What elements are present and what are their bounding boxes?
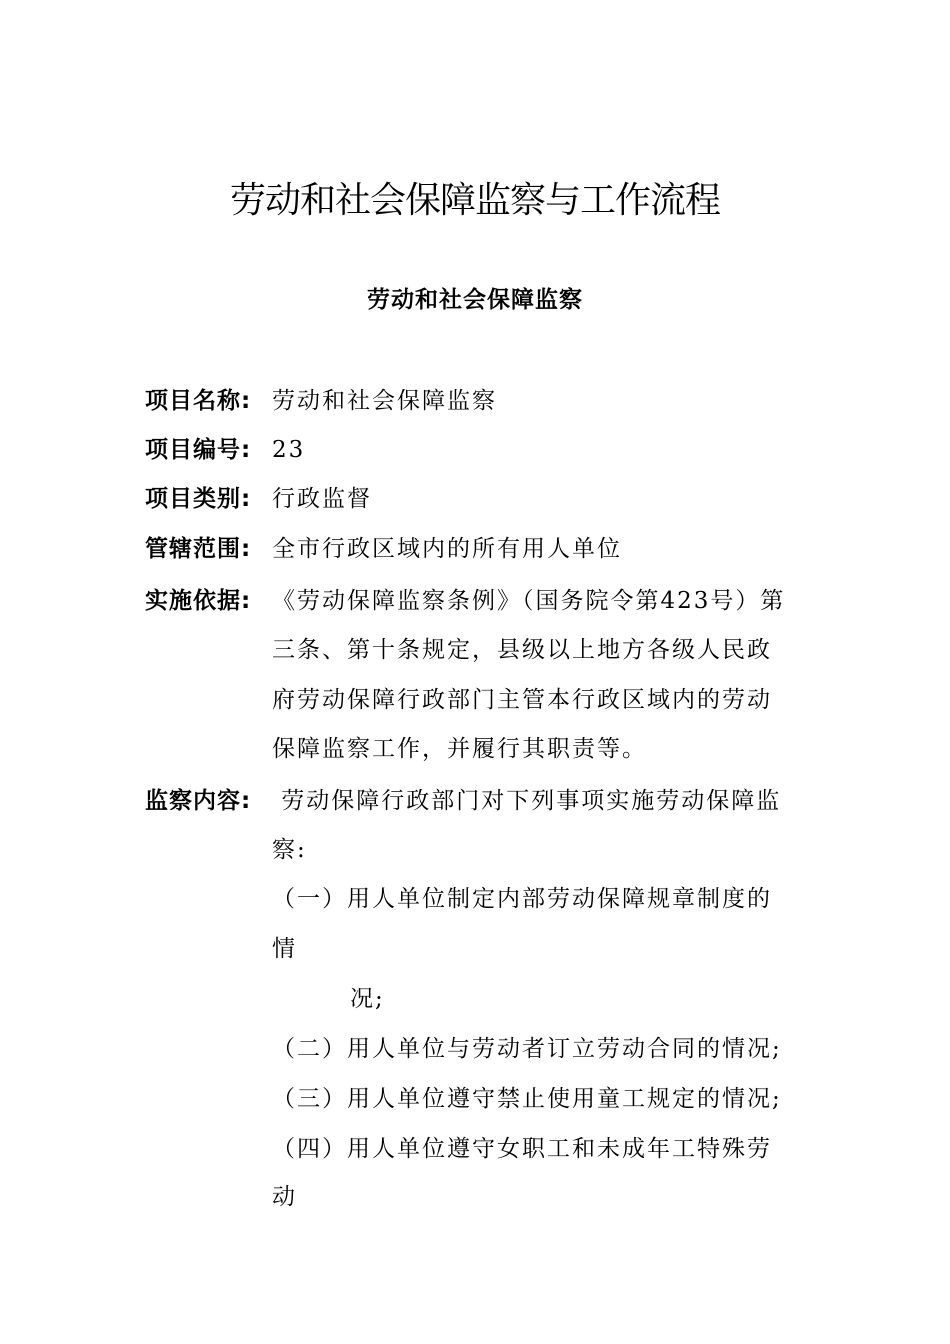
section-title: 劳动和社会保障监察 bbox=[367, 287, 583, 313]
legal-basis-line: 保障监察工作，并履行其职责等。 bbox=[272, 736, 647, 762]
project-number-label: 项目编号: bbox=[145, 437, 252, 463]
project-name-label: 项目名称: bbox=[145, 388, 252, 414]
inspection-item-continuation: 况; bbox=[350, 986, 385, 1012]
inspection-item-line: （二）用人单位与劳动者订立劳动合同的情况; bbox=[272, 1036, 782, 1062]
project-name-value: 劳动和社会保障监察 bbox=[272, 388, 497, 414]
inspection-item-line: （四）用人单位遵守女职工和未成年工特殊劳 bbox=[272, 1136, 772, 1162]
legal-basis-line: 三条、第十条规定，县级以上地方各级人民政 bbox=[272, 637, 772, 663]
legal-basis-label: 实施依据: bbox=[145, 588, 252, 614]
inspection-content-label: 监察内容: bbox=[145, 788, 252, 814]
legal-basis-line: 《劳动保障监察条例》（国务院令第423号）第 bbox=[272, 588, 786, 614]
document-title: 劳动和社会保障监察与工作流程 bbox=[229, 180, 720, 221]
inspection-item-line: （一）用人单位制定内部劳动保障规章制度的 bbox=[272, 886, 772, 912]
inspection-item-line: （三）用人单位遵守禁止使用童工规定的情况; bbox=[272, 1086, 782, 1112]
project-category-value: 行政监督 bbox=[272, 486, 372, 512]
jurisdiction-label: 管辖范围: bbox=[145, 536, 252, 562]
inspection-item-line: 动 bbox=[272, 1184, 297, 1210]
inspection-content-intro-line: 察: bbox=[272, 837, 307, 863]
project-number-value: 23 bbox=[272, 437, 306, 463]
inspection-content-intro-line: 劳动保障行政部门对下列事项实施劳动保障监 bbox=[272, 788, 782, 814]
project-category-label: 项目类别: bbox=[145, 486, 252, 512]
jurisdiction-value: 全市行政区域内的所有用人单位 bbox=[272, 536, 622, 562]
inspection-item-line: 情 bbox=[272, 936, 297, 962]
legal-basis-line: 府劳动保障行政部门主管本行政区域内的劳动 bbox=[272, 687, 772, 713]
